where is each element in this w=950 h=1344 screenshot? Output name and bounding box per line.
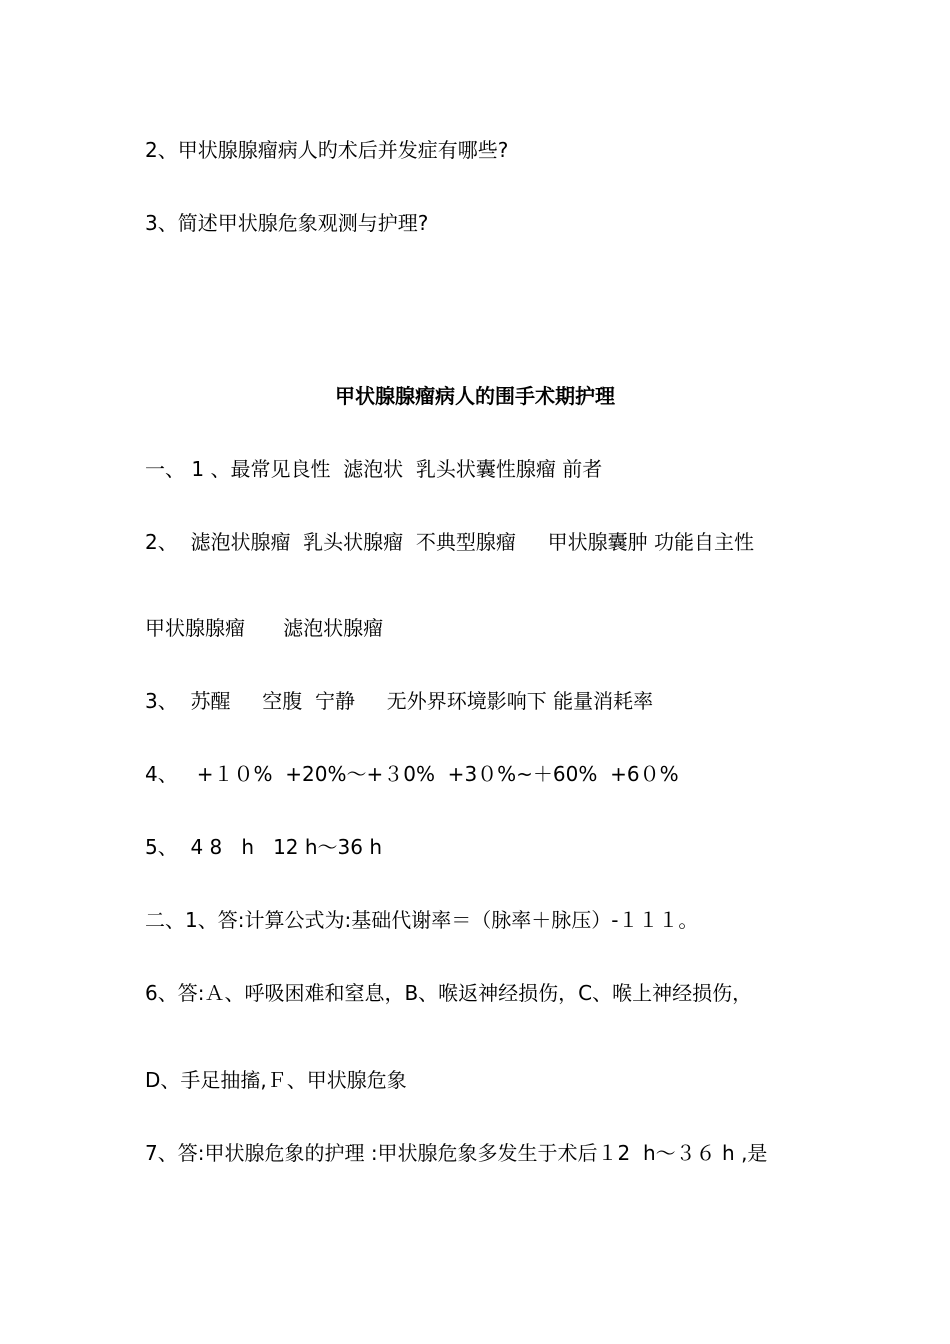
answer-line: 一、 1 、最常见良性 滤泡状 乳头状囊性腺瘤 前者 — [145, 457, 603, 481]
answer-line: 二、1、答:计算公式为:基础代谢率＝（脉率＋脉压）-１１１。 — [145, 908, 699, 932]
answer-section-title: 甲状腺腺瘤病人的围手术期护理 — [335, 384, 615, 408]
answer-line: 甲状腺腺瘤 滤泡状腺瘤 — [145, 616, 384, 640]
question-3: 3、简述甲状腺危象观测与护理? — [145, 211, 429, 235]
answer-line: 4、 +１０% +20%～+３0% +3０%~＋60% +6０% — [145, 762, 679, 786]
answer-line: 6、答:Ａ、呼吸困难和窒息，B、喉返神经损伤，C、喉上神经损伤， — [145, 981, 753, 1005]
answer-line: 5、 4 8 h 12 h～36 h — [145, 835, 383, 859]
answer-line: D、手足抽搐,Ｆ、甲状腺危象 — [145, 1068, 407, 1092]
question-2: 2、甲状腺腺瘤病人旳术后并发症有哪些? — [145, 138, 509, 162]
answer-line: 2、 滤泡状腺瘤 乳头状腺瘤 不典型腺瘤 甲状腺囊肿 功能自主性 — [145, 530, 755, 554]
answer-line: 3、 苏醒 空腹 宁静 无外界环境影响下 能量消耗率 — [145, 689, 654, 713]
answer-line: 7、答:甲状腺危象的护理 :甲状腺危象多发生于术后１2 h～３６ h ,是 — [145, 1141, 768, 1165]
